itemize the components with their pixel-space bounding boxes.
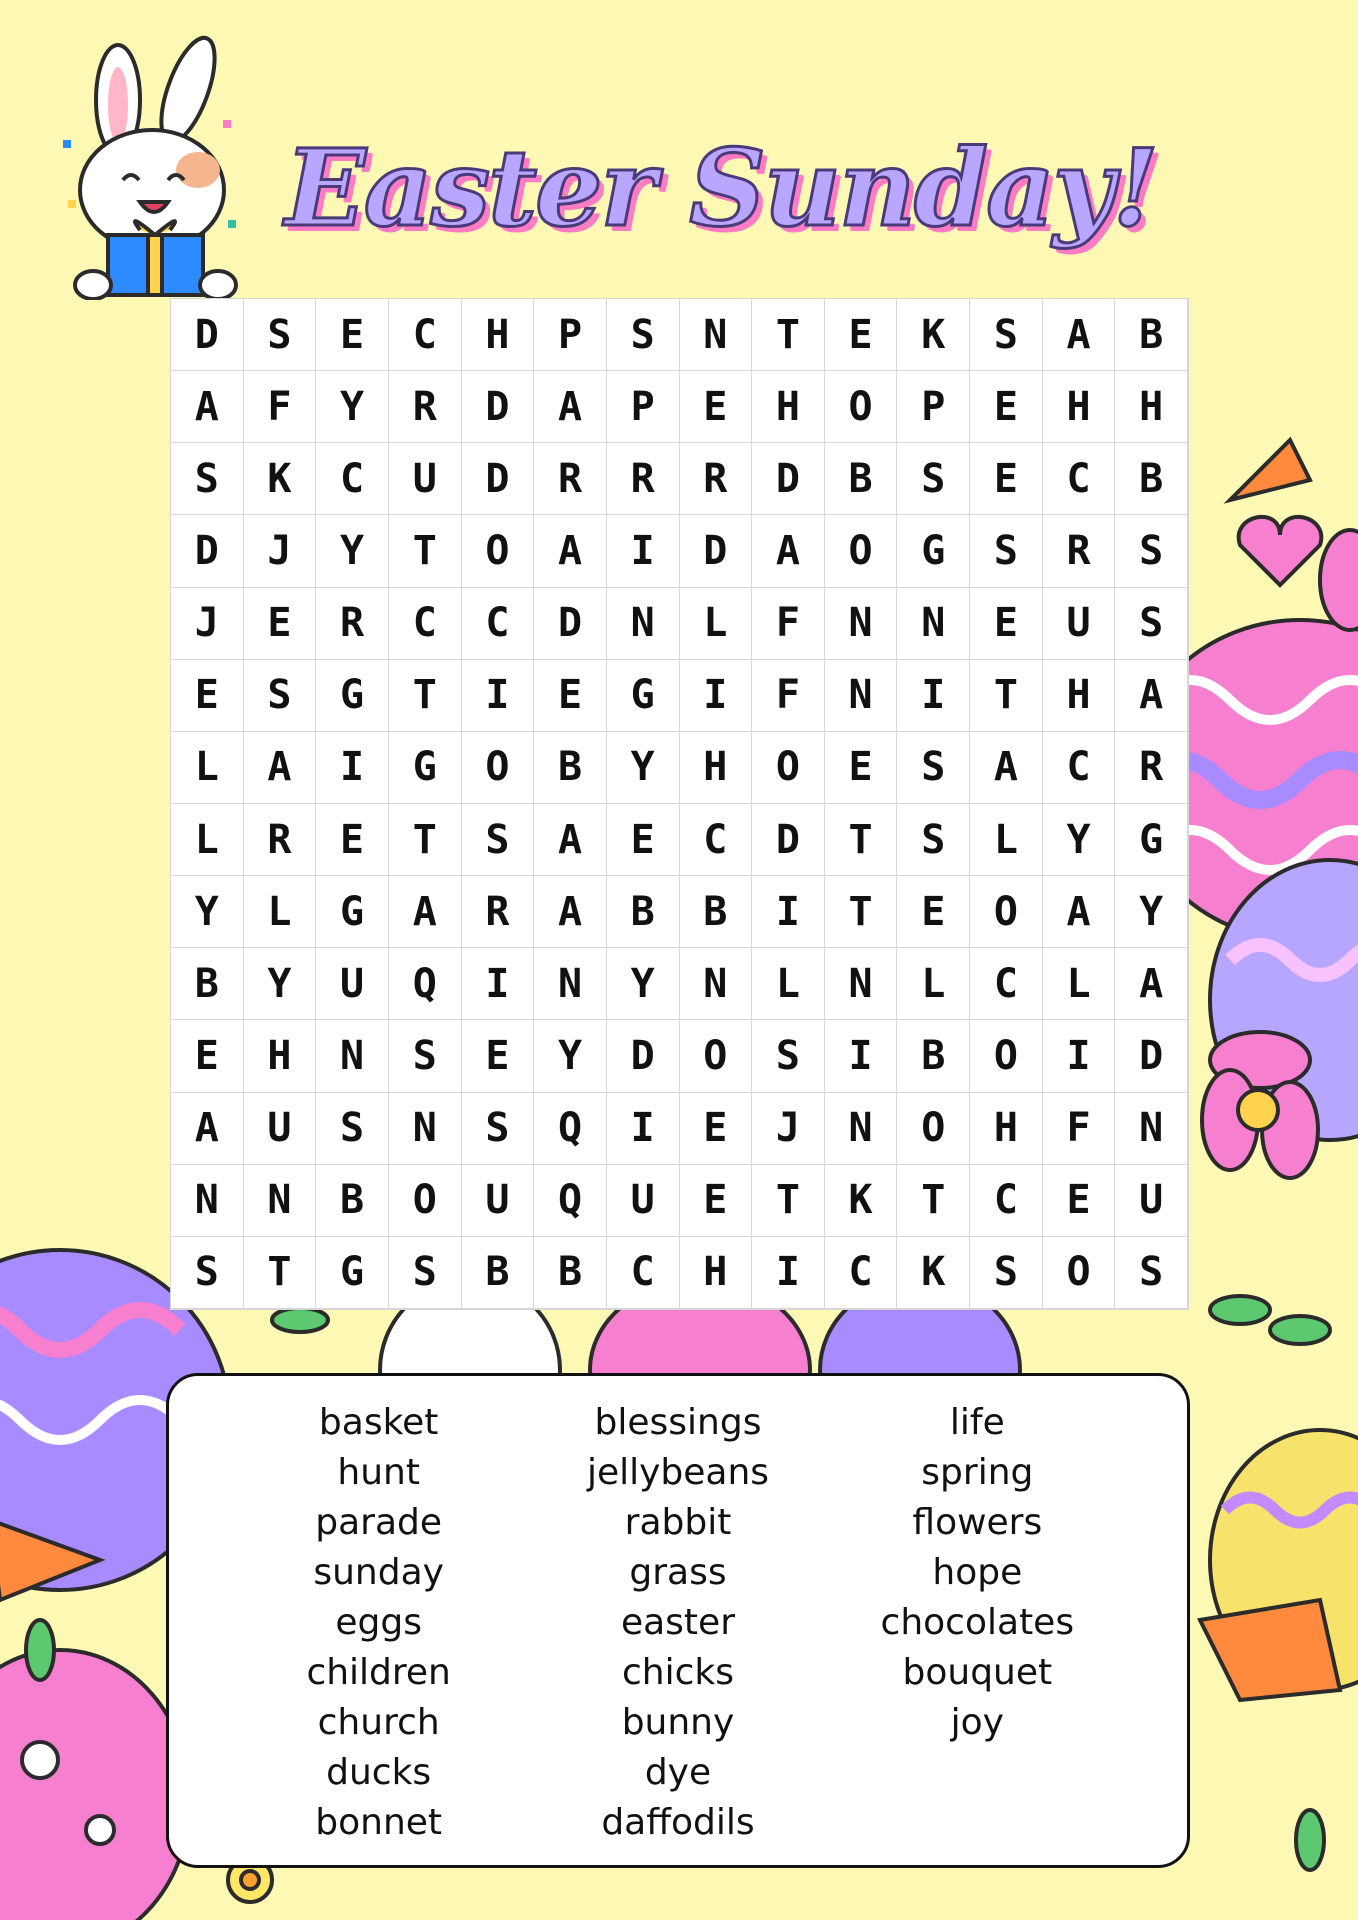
word-list-item: bouquet [902, 1652, 1053, 1693]
grid-cell[interactable]: C [680, 804, 753, 876]
grid-cell[interactable]: S [1115, 1237, 1188, 1309]
grid-cell[interactable]: E [897, 876, 970, 948]
grid-cell[interactable]: H [462, 299, 535, 371]
grid-cell[interactable]: J [244, 515, 317, 587]
grid-cell[interactable]: N [316, 1020, 389, 1092]
grid-cell[interactable]: L [1043, 948, 1116, 1020]
grid-cell[interactable]: O [970, 1020, 1043, 1092]
grid-cell[interactable]: D [462, 371, 535, 443]
grid-cell[interactable]: H [680, 1237, 753, 1309]
word-list-column [528, 1398, 827, 1865]
grid-cell[interactable]: N [244, 1165, 317, 1237]
word-list-item: ducks [326, 1752, 432, 1793]
grid-cell[interactable]: I [680, 660, 753, 732]
grid-cell[interactable]: I [607, 515, 680, 587]
grid-cell[interactable]: S [897, 443, 970, 515]
grid-cell[interactable]: K [825, 1165, 898, 1237]
grid-cell[interactable]: H [970, 1093, 1043, 1165]
word-list-item: spring [921, 1452, 1034, 1493]
grid-cell[interactable]: B [607, 876, 680, 948]
grid-cell[interactable]: D [752, 804, 825, 876]
grid-cell[interactable]: L [897, 948, 970, 1020]
grid-cell[interactable]: Y [1043, 804, 1116, 876]
grid-cell[interactable]: R [389, 371, 462, 443]
grid-cell[interactable]: U [607, 1165, 680, 1237]
grid-cell[interactable]: R [607, 443, 680, 515]
word-list-item: basket [318, 1402, 439, 1443]
grid-cell[interactable]: F [752, 660, 825, 732]
grid-cell[interactable]: D [752, 443, 825, 515]
word-list-item: blessings [594, 1402, 762, 1443]
grid-cell[interactable]: H [680, 732, 753, 804]
grid-cell[interactable]: A [1043, 876, 1116, 948]
grid-cell[interactable]: I [752, 876, 825, 948]
grid-cell[interactable]: Y [316, 371, 389, 443]
grid-cell[interactable]: O [970, 876, 1043, 948]
grid-cell[interactable]: H [1043, 660, 1116, 732]
grid-cell[interactable]: A [534, 371, 607, 443]
grid-cell[interactable]: C [970, 948, 1043, 1020]
grid-cell[interactable]: I [752, 1237, 825, 1309]
grid-cell[interactable]: J [171, 588, 244, 660]
grid-cell[interactable]: E [534, 660, 607, 732]
grid-cell[interactable]: S [752, 1020, 825, 1092]
grid-cell[interactable]: R [316, 588, 389, 660]
grid-cell[interactable]: D [680, 515, 753, 587]
grid-cell[interactable]: T [389, 804, 462, 876]
grid-cell[interactable]: H [244, 1020, 317, 1092]
grid-cell[interactable]: O [897, 1093, 970, 1165]
grid-cell[interactable]: T [825, 804, 898, 876]
word-search-grid [170, 298, 1189, 1310]
grid-cell[interactable]: S [316, 1093, 389, 1165]
grid-cell[interactable]: J [752, 1093, 825, 1165]
page-title: Easter Sunday! [285, 125, 1157, 250]
grid-cell[interactable]: G [316, 660, 389, 732]
grid-cell[interactable]: A [1043, 299, 1116, 371]
grid-cell[interactable]: I [1043, 1020, 1116, 1092]
carrot-icon [1230, 440, 1310, 500]
grid-cell[interactable]: R [462, 876, 535, 948]
grid-cell[interactable]: A [970, 732, 1043, 804]
grid-cell[interactable]: O [462, 732, 535, 804]
grid-cell[interactable]: K [897, 299, 970, 371]
word-list-item: dye [644, 1752, 712, 1793]
grid-cell[interactable]: A [171, 1093, 244, 1165]
grid-cell[interactable]: L [244, 876, 317, 948]
leaf-icon [1296, 1810, 1324, 1870]
grid-cell[interactable]: E [680, 1093, 753, 1165]
grid-cell[interactable]: C [389, 299, 462, 371]
grid-cell[interactable]: U [244, 1093, 317, 1165]
word-list-item: sunday [313, 1552, 444, 1593]
grid-cell[interactable]: N [825, 588, 898, 660]
grid-cell[interactable]: S [171, 443, 244, 515]
grid-cell[interactable]: C [462, 588, 535, 660]
grid-cell[interactable]: O [825, 515, 898, 587]
grid-cell[interactable]: D [1115, 1020, 1188, 1092]
grid-cell[interactable]: N [825, 948, 898, 1020]
grid-cell[interactable]: Q [534, 1165, 607, 1237]
grid-cell[interactable]: E [244, 588, 317, 660]
leaf-icon [1270, 1316, 1330, 1344]
grid-cell[interactable]: B [1115, 443, 1188, 515]
grid-cell[interactable]: T [825, 876, 898, 948]
grid-cell[interactable]: G [607, 660, 680, 732]
grid-cell[interactable]: I [607, 1093, 680, 1165]
grid-cell[interactable]: S [897, 732, 970, 804]
grid-cell[interactable]: O [462, 515, 535, 587]
grid-cell[interactable]: E [171, 660, 244, 732]
grid-cell[interactable]: Y [244, 948, 317, 1020]
grid-cell[interactable]: F [244, 371, 317, 443]
word-list-item: parade [315, 1502, 443, 1543]
grid-cell[interactable]: I [825, 1020, 898, 1092]
grid-cell[interactable]: T [244, 1237, 317, 1309]
grid-cell[interactable]: U [1043, 588, 1116, 660]
grid-cell[interactable]: Y [316, 515, 389, 587]
grid-cell[interactable]: E [825, 732, 898, 804]
grid-cell[interactable]: G [1115, 804, 1188, 876]
leaf-icon [26, 1620, 54, 1680]
grid-cell[interactable]: C [316, 443, 389, 515]
grid-cell[interactable]: A [534, 876, 607, 948]
grid-cell[interactable]: U [389, 443, 462, 515]
grid-cell[interactable]: E [970, 443, 1043, 515]
grid-cell[interactable]: D [534, 588, 607, 660]
grid-cell[interactable]: I [462, 660, 535, 732]
carrot-icon [1200, 1600, 1340, 1700]
grid-cell[interactable]: D [171, 299, 244, 371]
grid-cell[interactable]: O [1043, 1237, 1116, 1309]
word-list-item: daffodils [601, 1802, 755, 1843]
grid-cell[interactable]: N [171, 1165, 244, 1237]
grid-cell[interactable]: C [1043, 732, 1116, 804]
grid-cell[interactable]: D [607, 1020, 680, 1092]
grid-cell[interactable]: N [389, 1093, 462, 1165]
grid-cell[interactable]: R [1115, 732, 1188, 804]
grid-cell[interactable]: G [316, 1237, 389, 1309]
word-list-item: hunt [337, 1452, 420, 1493]
grid-cell[interactable]: S [970, 1237, 1043, 1309]
grid-cell[interactable]: L [752, 948, 825, 1020]
grid-cell[interactable]: Y [1115, 876, 1188, 948]
grid-cell[interactable]: C [389, 588, 462, 660]
grid-cell[interactable]: I [462, 948, 535, 1020]
grid-cell[interactable]: Y [607, 732, 680, 804]
heart-icon [1239, 517, 1322, 585]
grid-cell[interactable]: A [1115, 948, 1188, 1020]
word-list-item: hope [932, 1552, 1023, 1593]
grid-cell[interactable]: N [825, 660, 898, 732]
grid-cell[interactable]: A [534, 515, 607, 587]
bunny-gift-icon [48, 30, 248, 300]
grid-cell[interactable]: S [244, 660, 317, 732]
leaf-icon [272, 1308, 328, 1332]
grid-cell[interactable]: R [680, 443, 753, 515]
word-list-item: easter [620, 1602, 735, 1643]
grid-cell[interactable]: G [316, 876, 389, 948]
word-list-column [828, 1398, 1127, 1865]
word-list-item: flowers [912, 1502, 1043, 1543]
grid-cell[interactable]: R [534, 443, 607, 515]
word-list [166, 1373, 1190, 1868]
grid-cell[interactable]: N [825, 1093, 898, 1165]
grid-cell[interactable]: L [970, 804, 1043, 876]
leaf-icon [1210, 1296, 1270, 1324]
grid-cell[interactable]: E [680, 1165, 753, 1237]
grid-cell[interactable]: L [171, 804, 244, 876]
grid-cell[interactable]: B [171, 948, 244, 1020]
grid-cell[interactable]: N [897, 588, 970, 660]
grid-cell[interactable]: Q [534, 1093, 607, 1165]
grid-cell[interactable]: K [244, 443, 317, 515]
grid-cell[interactable]: O [389, 1165, 462, 1237]
grid-cell[interactable]: T [389, 515, 462, 587]
grid-cell[interactable]: A [752, 515, 825, 587]
grid-cell[interactable]: T [752, 299, 825, 371]
grid-cell[interactable]: E [1043, 1165, 1116, 1237]
grid-cell[interactable]: S [970, 299, 1043, 371]
grid-cell[interactable]: E [316, 299, 389, 371]
grid-cell[interactable]: I [316, 732, 389, 804]
grid-cell[interactable]: O [752, 732, 825, 804]
grid-cell[interactable]: Y [534, 1020, 607, 1092]
grid-cell[interactable]: E [316, 804, 389, 876]
grid-cell[interactable]: C [825, 1237, 898, 1309]
grid-cell[interactable]: T [389, 660, 462, 732]
word-list-item: church [317, 1702, 440, 1743]
grid-cell[interactable]: S [897, 804, 970, 876]
grid-cell[interactable]: U [316, 948, 389, 1020]
grid-cell[interactable]: O [825, 371, 898, 443]
grid-cell[interactable]: L [171, 732, 244, 804]
grid-cell[interactable]: B [1115, 299, 1188, 371]
grid-cell[interactable]: A [244, 732, 317, 804]
grid-cell[interactable]: P [897, 371, 970, 443]
grid-cell[interactable]: N [607, 588, 680, 660]
word-list-item: bunny [621, 1702, 735, 1743]
grid-cell[interactable]: L [680, 588, 753, 660]
grid-cell[interactable]: B [680, 876, 753, 948]
grid-cell[interactable]: G [897, 515, 970, 587]
grid-cell[interactable]: F [752, 588, 825, 660]
grid-cell[interactable]: H [1043, 371, 1116, 443]
grid-cell[interactable]: N [680, 299, 753, 371]
grid-cell[interactable]: H [1115, 371, 1188, 443]
grid-cell[interactable]: E [607, 804, 680, 876]
grid-cell[interactable]: S [1115, 515, 1188, 587]
grid-cell[interactable]: T [752, 1165, 825, 1237]
grid-cell[interactable]: D [462, 443, 535, 515]
grid-cell[interactable]: N [680, 948, 753, 1020]
grid-cell[interactable]: T [970, 660, 1043, 732]
grid-cell[interactable]: S [970, 515, 1043, 587]
grid-cell[interactable]: A [534, 804, 607, 876]
grid-cell[interactable]: A [171, 371, 244, 443]
grid-cell[interactable]: E [970, 371, 1043, 443]
grid-cell[interactable]: B [534, 1237, 607, 1309]
grid-cell[interactable]: E [171, 1020, 244, 1092]
word-list-item: joy [950, 1702, 1004, 1743]
word-list-item: eggs [335, 1602, 422, 1643]
grid-cell[interactable]: Y [171, 876, 244, 948]
grid-cell[interactable]: I [897, 660, 970, 732]
grid-cell[interactable]: N [534, 948, 607, 1020]
grid-cell[interactable]: C [607, 1237, 680, 1309]
word-list-item: life [949, 1402, 1005, 1443]
grid-cell[interactable]: A [389, 876, 462, 948]
grid-cell[interactable]: S [1115, 588, 1188, 660]
easter-egg-icon [0, 1650, 190, 1920]
grid-cell[interactable]: P [607, 371, 680, 443]
grid-cell[interactable]: P [534, 299, 607, 371]
grid-cell[interactable]: N [1115, 1093, 1188, 1165]
grid-cell[interactable]: Y [607, 948, 680, 1020]
grid-cell[interactable]: A [1115, 660, 1188, 732]
grid-cell[interactable]: S [244, 299, 317, 371]
grid-cell[interactable]: T [897, 1165, 970, 1237]
grid-cell[interactable]: H [752, 371, 825, 443]
grid-cell[interactable]: B [534, 732, 607, 804]
word-list-item: rabbit [624, 1502, 732, 1543]
grid-cell[interactable]: B [897, 1020, 970, 1092]
grid-cell[interactable]: U [1115, 1165, 1188, 1237]
grid-cell[interactable]: R [1043, 515, 1116, 587]
flower-icon [1202, 1032, 1318, 1178]
grid-cell[interactable]: F [1043, 1093, 1116, 1165]
word-list-item: chicks [621, 1652, 734, 1693]
grid-cell[interactable]: S [462, 1093, 535, 1165]
word-list-item: jellybeans [586, 1452, 770, 1493]
grid-cell[interactable]: S [389, 1020, 462, 1092]
grid-cell[interactable]: B [462, 1237, 535, 1309]
grid-cell[interactable]: K [897, 1237, 970, 1309]
grid-cell[interactable]: S [389, 1237, 462, 1309]
grid-cell[interactable]: Q [389, 948, 462, 1020]
grid-cell[interactable]: G [389, 732, 462, 804]
easter-egg-icon [1320, 530, 1358, 630]
grid-cell[interactable]: E [680, 371, 753, 443]
word-list-item: chocolates [880, 1602, 1075, 1643]
grid-cell[interactable]: E [970, 588, 1043, 660]
grid-cell[interactable]: C [1043, 443, 1116, 515]
word-list-column [229, 1398, 528, 1865]
grid-cell[interactable]: U [462, 1165, 535, 1237]
grid-cell[interactable]: R [244, 804, 317, 876]
word-list-item: grass [629, 1552, 727, 1593]
word-list-item: children [306, 1652, 451, 1693]
word-list-item: bonnet [315, 1802, 443, 1843]
grid-cell[interactable]: S [171, 1237, 244, 1309]
grid-cell[interactable]: D [171, 515, 244, 587]
grid-cell[interactable]: E [825, 299, 898, 371]
grid-cell[interactable]: B [316, 1165, 389, 1237]
grid-cell[interactable]: C [970, 1165, 1043, 1237]
grid-cell[interactable]: S [462, 804, 535, 876]
grid-cell[interactable]: B [825, 443, 898, 515]
grid-cell[interactable]: S [607, 299, 680, 371]
grid-cell[interactable]: E [462, 1020, 535, 1092]
grid-cell[interactable]: O [680, 1020, 753, 1092]
